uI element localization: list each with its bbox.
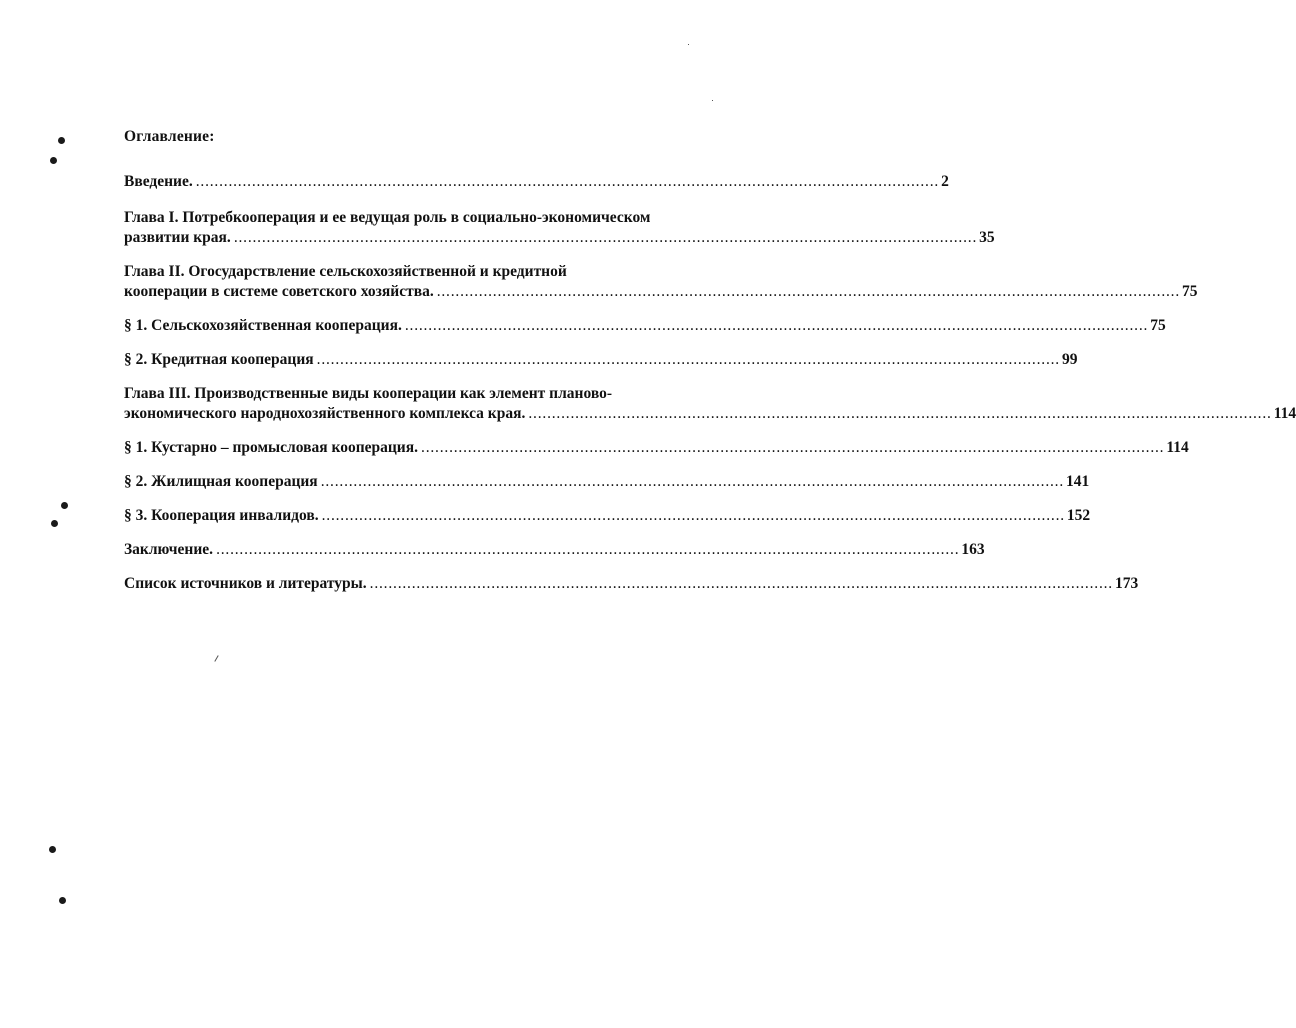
toc-entry-section[interactable] — [124, 316, 1166, 336]
toc-page-number: 114 — [1273, 405, 1296, 422]
dot-leader: ............................................................................................................................................................... — [195, 173, 940, 190]
toc-entry-title-cont: развитии края. — [124, 229, 231, 246]
toc-entry-title: § 1. Сельскохозяйственная кооперация. — [124, 317, 402, 334]
toc-entry-title-cont: экономического народнохозяйственного комплекса края. — [124, 405, 526, 422]
toc-page-number: 75 — [1150, 317, 1166, 334]
toc-entry-title-cont: кооперации в системе советского хозяйства. — [124, 283, 434, 300]
toc-entry-title: Список источников и литературы. — [124, 575, 367, 592]
toc-page-number: 35 — [979, 229, 995, 246]
dot-leader: ............................................................................................................................................................... — [369, 575, 1113, 592]
toc-entry-section[interactable] — [124, 472, 1090, 492]
toc-page-number: 75 — [1182, 283, 1198, 300]
toc-entry-title: Заключение. — [124, 541, 214, 558]
toc-entry-title: § 2. Жилищная кооперация — [124, 473, 318, 490]
toc-entry-section[interactable] — [124, 350, 1078, 370]
toc-page-number: 2 — [941, 173, 949, 190]
toc-entry-title: Введение. — [124, 173, 193, 190]
dot-leader: ............................................................................................................................................................... — [233, 229, 978, 246]
dot-leader: ............................................................................................................................................................... — [216, 541, 960, 558]
toc-page-number: 152 — [1066, 507, 1091, 524]
toc-entry-title: § 1. Кустарно – промысловая кооперация. — [124, 439, 419, 456]
toc-entry-title: Глава III. Производственные виды кооперации как элемент планово- — [124, 385, 613, 402]
toc-entry-conclusion[interactable] — [124, 540, 985, 560]
toc-entry-title: Глава II. Огосударствление сельскохозяйственной и кредитной — [124, 263, 567, 280]
scan-speck — [214, 655, 218, 662]
toc-entry-chapter-1[interactable] — [124, 208, 995, 248]
toc-entry-introduction[interactable] — [124, 172, 949, 192]
toc-page-number: 141 — [1066, 473, 1090, 490]
punch-hole-mark — [58, 137, 65, 144]
toc-heading: Оглавление: — [124, 128, 215, 145]
dot-leader: ............................................................................................................................................................... — [421, 439, 1165, 456]
toc-entry-chapter-2[interactable] — [124, 262, 1198, 302]
toc-page-number: 99 — [1061, 351, 1078, 368]
dot-leader: ............................................................................................................................................................... — [528, 405, 1272, 422]
toc-entry-title: § 3. Кооперация инвалидов. — [124, 507, 319, 524]
dot-leader: ............................................................................................................................................................... — [321, 507, 1065, 524]
toc-entry-section[interactable] — [124, 506, 1091, 526]
toc-entry-title: Глава I. Потребкооперация и ее ведущая роль в социально-экономическом — [124, 209, 651, 226]
toc-entry-section[interactable] — [124, 438, 1189, 458]
toc-page-number: 173 — [1114, 575, 1139, 592]
dot-leader: ............................................................................................................................................................... — [316, 351, 1060, 368]
dot-leader: ............................................................................................................................................................... — [320, 473, 1065, 490]
toc-page-number: 163 — [961, 541, 985, 558]
punch-hole-mark — [49, 846, 56, 853]
toc-entry-title: § 2. Кредитная кооперация — [124, 351, 314, 368]
scan-speck — [688, 44, 689, 45]
punch-hole-mark — [51, 520, 58, 527]
scan-speck — [712, 100, 713, 101]
toc-page-number: 114 — [1166, 439, 1189, 456]
punch-hole-mark — [59, 897, 66, 904]
toc-entry-chapter-3[interactable] — [124, 384, 1296, 424]
punch-hole-mark — [61, 502, 68, 509]
toc-entry-bibliography[interactable] — [124, 574, 1139, 594]
dot-leader: ............................................................................................................................................................... — [436, 283, 1181, 300]
punch-hole-mark — [50, 157, 57, 164]
dot-leader: ............................................................................................................................................................... — [404, 317, 1149, 334]
